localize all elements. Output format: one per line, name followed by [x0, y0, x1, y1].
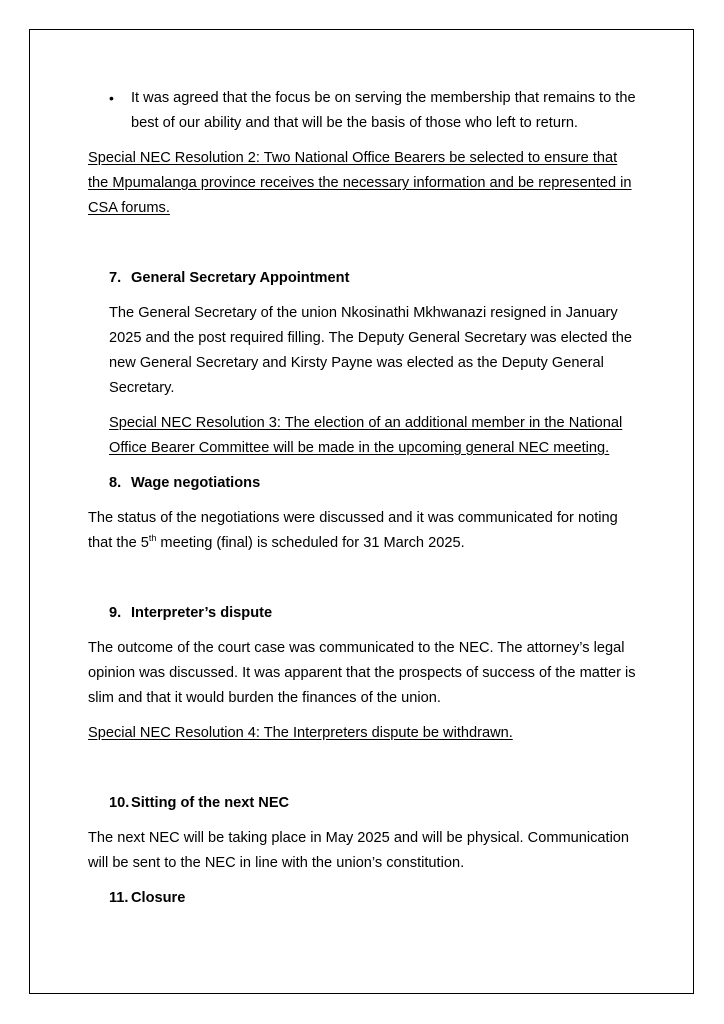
section-9-para-line-3: slim and that it would burden the finances of the union.	[88, 690, 441, 706]
section-7-para-line-4: Secretary.	[109, 380, 175, 396]
section-8-para-line-1: The status of the negotiations were discussed and it was communicated for noting	[88, 510, 618, 526]
resolution-4: Special NEC Resolution 4: The Interpreters dispute be withdrawn.	[88, 725, 513, 741]
section-9-number: 9.	[109, 605, 122, 621]
section-9-heading: Interpreter’s dispute	[131, 605, 273, 621]
section-8-line-2-post: meeting (final) is scheduled for 31 March 2025.	[156, 535, 465, 551]
section-7-para-line-2: 2025 and the post required filling. The Deputy General Secretary was elected the	[109, 330, 632, 346]
section-11-heading: Closure	[131, 890, 186, 906]
section-7-number: 7.	[109, 270, 122, 286]
section-7-heading: General Secretary Appointment	[131, 270, 350, 286]
section-8-heading: Wage negotiations	[131, 475, 261, 491]
section-7-para-line-1: The General Secretary of the union Nkosinathi Mkhwanazi resigned in January	[109, 305, 618, 321]
bullet-icon: •	[109, 90, 114, 106]
resolution-2-line-2: the Mpumalanga province receives the necessary information and be represented in	[88, 175, 632, 191]
section-8-number: 8.	[109, 475, 122, 491]
section-7-para-line-3: new General Secretary and Kirsty Payne was elected as the Deputy General	[109, 355, 604, 371]
ordinal-suffix: th	[148, 533, 157, 544]
resolution-2-line-1: Special NEC Resolution 2: Two National Office Bearers be selected to ensure that	[88, 150, 618, 166]
resolution-3-line-1: Special NEC Resolution 3: The election of an additional member in the National	[109, 415, 623, 431]
section-10-number: 10.	[109, 795, 130, 811]
section-11-number: 11.	[109, 890, 129, 906]
section-9-para-line-1: The outcome of the court case was communicated to the NEC. The attorney’s legal	[88, 640, 625, 656]
resolution-3-line-2: Office Bearer Committee will be made in the upcoming general NEC meeting.	[109, 440, 610, 456]
section-8-line-2-pre: that the 5	[88, 535, 149, 551]
section-9-para-line-2: opinion was discussed. It was apparent that the prospects of success of the matter is	[88, 665, 636, 681]
resolution-2-line-3: CSA forums.	[88, 200, 170, 216]
bullet-text-line-2: best of our ability and that will be the basis of those who left to return.	[131, 115, 578, 131]
section-8-para-line-2	[88, 534, 465, 552]
section-10-para-line-1: The next NEC will be taking place in May 2025 and will be physical. Communication	[88, 830, 630, 846]
bullet-text-line-1: It was agreed that the focus be on serving the membership that remains to the	[131, 90, 636, 106]
section-10-heading: Sitting of the next NEC	[131, 795, 290, 811]
section-10-para-line-2: will be sent to the NEC in line with the union’s constitution.	[88, 855, 465, 871]
